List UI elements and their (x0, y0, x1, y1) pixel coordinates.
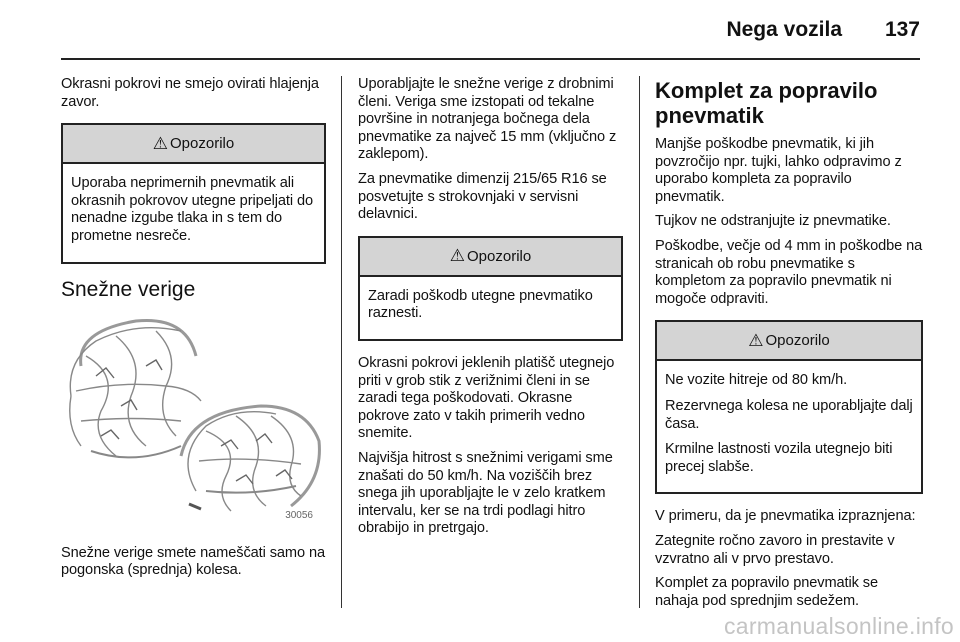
intro-text: Okrasni pokrovi ne smejo ovirati hlajenja zavor. (61, 76, 319, 110)
warning-text: Ne vozite hitreje od 80 km/h. (665, 372, 848, 389)
column-3 (655, 76, 923, 617)
warning-header (63, 125, 324, 164)
warning-icon: ⚠ (152, 133, 169, 153)
page-header (61, 18, 920, 60)
paragraph: Najvišja hitrost s snežnimi verigami sme znašati do 50 km/h. Na voziščih brez snega jih uporabljajte le v zelo kratkem intervalu, ker se na trdi podlagi hitro obrabijo in pretrgajo. (358, 449, 613, 537)
warning-title: Opozorilo (765, 332, 830, 350)
column-1 (61, 76, 326, 587)
section-title: Snežne verige (61, 277, 196, 301)
paragraph: Tujkov ne odstranjujte iz pnevmatike. (655, 213, 891, 230)
section-title: Komplet za popravilo pnevmatik (655, 78, 878, 128)
warning-header (360, 238, 621, 277)
column-2 (358, 76, 623, 545)
paragraph: Komplet za popravilo pnevmatik se nahaja pod sprednjim sedežem. (655, 575, 879, 609)
warning-text: Uporaba neprimernih pnevmatik ali okrasnih pokrovov utegne pripeljati do nenadne izgube tlaka in s tem do prometne nesreče. (71, 175, 314, 244)
paragraph: V primeru, da je pnevmatika izpraznjena: (655, 508, 916, 525)
paragraph: Poškodbe, večje od 4 mm in poškodbe na stranicah ob robu pnevmatike s kompletom za popravilo pnevmatik ni mogoče odpraviti. (655, 237, 923, 307)
warning-text: Rezervnega kolesa ne uporabljajte dalj časa. (665, 397, 913, 432)
paragraph: Manjše poškodbe pnevmatik, ki jih povzročijo npr. tujki, lahko odpravimo z uporabo kompleta za popravilo pnevmatik. (655, 136, 902, 205)
page-number: 137 (884, 18, 920, 41)
warning-icon: ⚠ (449, 246, 466, 266)
warning-box (358, 236, 623, 341)
warning-header (657, 322, 921, 361)
paragraph: Za pnevmatike dimenzij 215/65 R16 se posvetujte s strokovnjaki v servisni delavnici. (358, 170, 607, 223)
warning-box (61, 123, 326, 263)
warning-icon: ⚠ (748, 330, 764, 350)
warning-text: Krmilne lastnosti vozila utegnejo biti precej slabše. (665, 441, 893, 475)
warning-title: Opozorilo (467, 247, 532, 265)
warning-text: Zaradi poškodb utegne pnevmatiko raznesti. (368, 287, 593, 322)
image-code: 30056 (285, 509, 313, 521)
paragraph: Okrasni pokrovi jeklenih platišč utegnejo priti v grob stik z verižnimi členi in se zaradi tega poškodovati. Okrasne pokrove zato v takih primerih vedno snemite. (358, 354, 615, 442)
snow-chain-illustration (61, 316, 326, 526)
paragraph: Zategnite ročno zavoro in prestavite v vzvratno ali v prvo prestavo. (655, 532, 895, 567)
watermark: carmanualsonline.info (723, 613, 954, 639)
paragraph: Uporabljajte le snežne verige z drobnimi členi. Veriga sme izstopati od tekalne površine in notranjega bočnega dela pnevmatike za največ 15 mm (vključno z zaklepom). (358, 76, 617, 163)
chapter-title: Nega vozila (726, 18, 842, 41)
column-divider (639, 76, 640, 608)
image-caption: Snežne verige smete nameščati samo na pogonska (sprednja) kolesa. (61, 544, 325, 579)
warning-title: Opozorilo (170, 135, 235, 153)
warning-box (655, 320, 923, 494)
column-divider (341, 76, 342, 608)
